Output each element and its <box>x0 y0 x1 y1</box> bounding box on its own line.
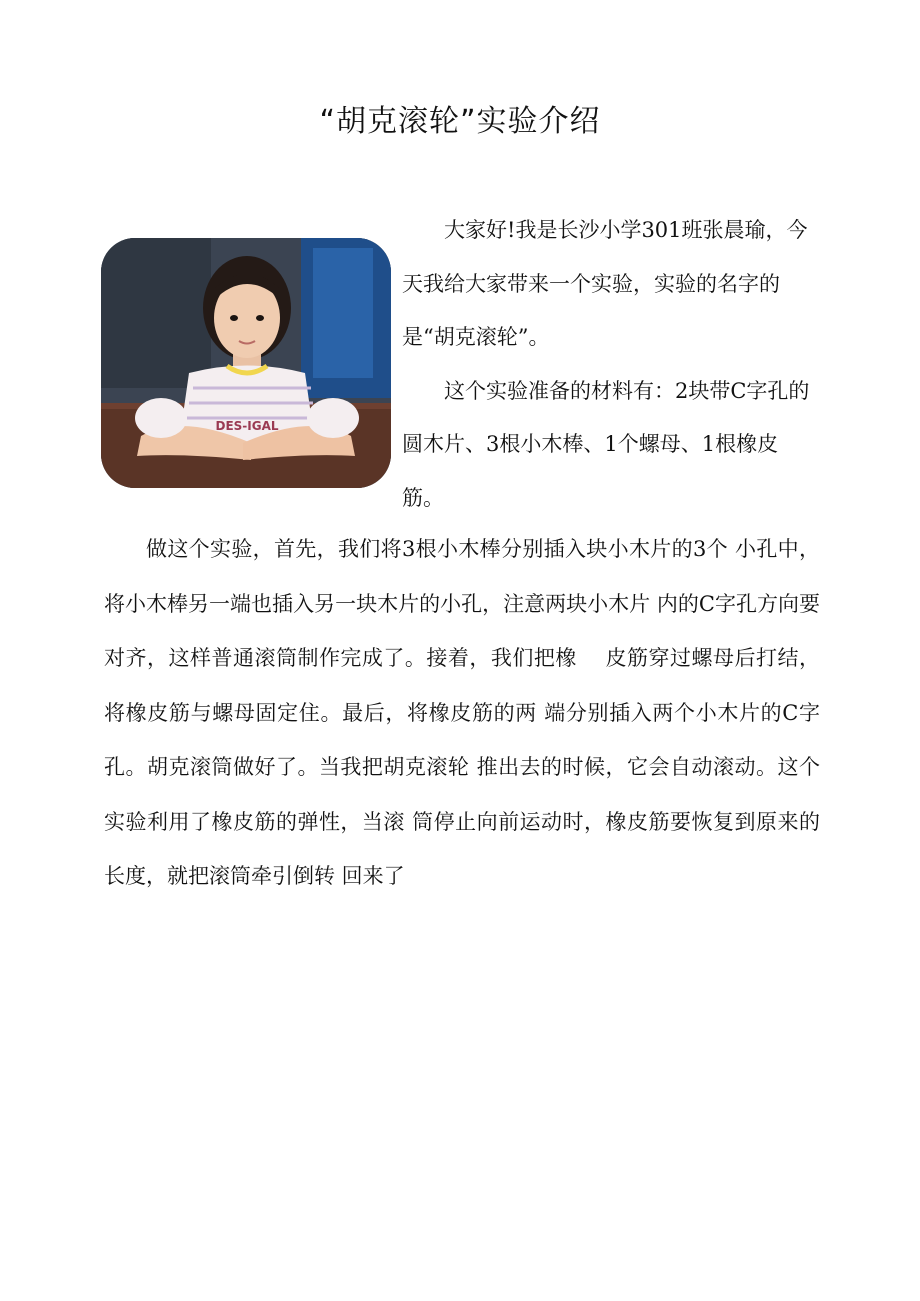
student-photo-illustration <box>101 238 391 488</box>
procedure-paragraph: 做这个实验，首先，我们将3根小木棒分别插入块小木片的3个 小孔中，将小木棒另一端也插入另一块木片的小孔，注意两块小木片 内的C字孔方向要对齐，这样普通滚筒制作完成了。接着，我们把橡 皮筋穿过螺母后打结，将橡皮筋与螺母固定住。最后，将橡皮筋的两 端分别插入两个小木片的C字孔。胡克滚筒做好了。当我把胡克滚轮 推出去的时候，它会自动滚动。这个实验利用了橡皮筋的弹性，当滚 筒停止向前运动时，橡皮筋要恢复到原来的长度，就把滚筒牵引倒转 回来了 <box>104 537 820 888</box>
document-title: “胡克滚轮”实验介绍 <box>319 104 601 139</box>
intro-column <box>402 204 820 525</box>
student-photo <box>101 238 391 488</box>
intro-paragraph: 大家好!我是长沙小学301班张晨瑜，今天我给大家带来一个实验，实验的名字的是“胡克滚轮”。 <box>402 218 808 349</box>
procedure-section <box>104 522 820 904</box>
materials-paragraph: 这个实验准备的材料有：2块带C字孔的圆木片、3根小木棒、1个螺母、1根橡皮筋。 <box>402 378 810 510</box>
shirt-print: DES-IGAL <box>215 419 279 433</box>
